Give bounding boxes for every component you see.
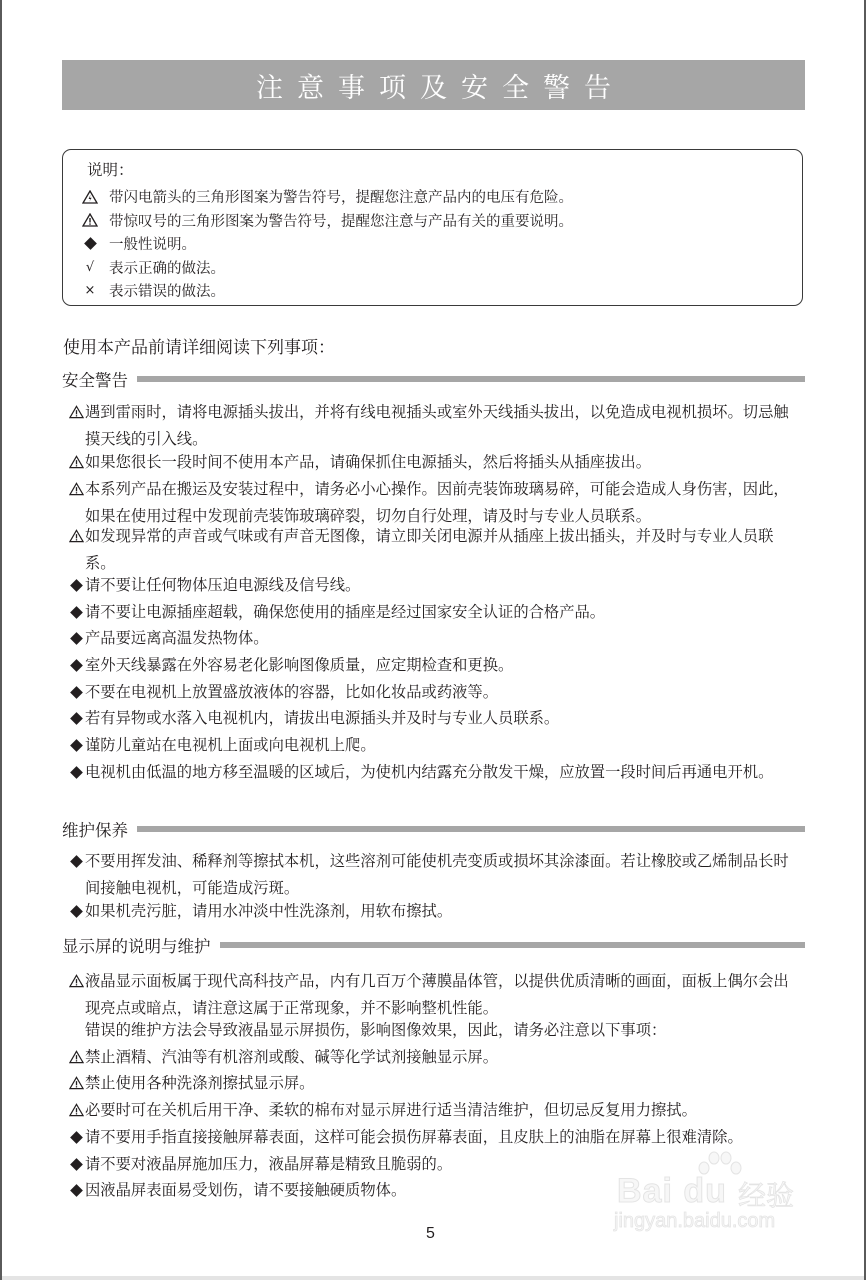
display-item-text: 请不要对液晶屏施加压力，液晶屏幕是精致且脆弱的。 bbox=[85, 1155, 453, 1173]
safety-item bbox=[68, 759, 808, 786]
diamond-icon bbox=[68, 572, 85, 599]
legend-item bbox=[79, 232, 573, 256]
lightning-triangle-icon bbox=[79, 190, 101, 204]
display-item bbox=[68, 968, 808, 1022]
legend-heading: 说明： bbox=[87, 161, 134, 179]
maintenance-item bbox=[68, 848, 808, 902]
warning-triangle-icon bbox=[68, 1044, 85, 1071]
safety-item-text: 如发现异常的声音或气味或有声音无图像，请立即关闭电源并从插座上拔出插头，并及时与专业人员联系。 bbox=[85, 527, 774, 572]
maintenance-item bbox=[68, 898, 808, 925]
display-item-text: 错误的维护方法会导致液晶显示屏损伤，影响图像效果，因此，请务必注意以下事项： bbox=[85, 1021, 667, 1039]
maintenance-item-text: 如果机壳污脏，请用水冲淡中性洗涤剂，用软布擦拭。 bbox=[85, 902, 453, 920]
display-item bbox=[68, 1070, 808, 1097]
diamond-icon bbox=[68, 759, 85, 786]
section-rule bbox=[220, 942, 806, 948]
page-number: 5 bbox=[426, 1225, 435, 1242]
section-title: 安全警告 bbox=[62, 371, 128, 390]
safety-item-text: 遇到雷雨时，请将电源插头拔出，并将有线电视插头或室外天线插头拔出，以免造成电视机损坏。切忌触摸天线的引入线。 bbox=[85, 403, 789, 448]
section-rule bbox=[137, 826, 805, 832]
safety-item bbox=[68, 523, 808, 577]
legend-text: 表示错误的做法。 bbox=[109, 284, 225, 301]
watermark-brand-cn: 经验 bbox=[738, 1179, 795, 1212]
section-header-maintenance bbox=[62, 818, 805, 840]
safety-item bbox=[68, 449, 808, 476]
safety-item-text: 本系列产品在搬运及安装过程中，请务必小心操作。因前壳装饰玻璃易碎，可能会造成人身伤害，因此，如果在使用过程中发现前壳装饰玻璃碎裂，切勿自行处理，请及时与专业人员联系。 bbox=[85, 480, 789, 525]
display-item-text: 因液晶屏表面易受划伤，请不要接触硬质物体。 bbox=[85, 1181, 407, 1199]
safety-item-text: 如果您很长一段时间不使用本产品，请确保抓住电源插头，然后将插头从插座拔出。 bbox=[85, 453, 651, 471]
safety-item bbox=[68, 399, 808, 453]
legend-item bbox=[79, 209, 573, 233]
diamond-icon bbox=[68, 848, 85, 902]
safety-item-text: 不要在电视机上放置盛放液体的容器，比如化妆品或药液等。 bbox=[85, 683, 499, 701]
safety-item bbox=[68, 476, 808, 530]
safety-item bbox=[68, 705, 808, 732]
diamond-icon bbox=[68, 652, 85, 679]
section-rule bbox=[137, 376, 805, 382]
diamond-icon bbox=[68, 1124, 85, 1151]
warning-triangle-icon bbox=[68, 399, 85, 453]
diamond-icon bbox=[68, 705, 85, 732]
legend-box bbox=[62, 149, 803, 306]
section-title: 维护保养 bbox=[62, 821, 128, 840]
safety-item bbox=[68, 599, 808, 626]
safety-item-text: 谨防儿童站在电视机上面或向电视机上爬。 bbox=[85, 736, 376, 754]
safety-item bbox=[68, 625, 808, 652]
display-item bbox=[85, 1017, 825, 1044]
safety-item bbox=[68, 572, 808, 599]
section-title: 显示屏的说明与维护 bbox=[62, 937, 211, 956]
safety-item-text: 请不要让电源插座超载，确保您使用的插座是经过国家安全认证的合格产品。 bbox=[85, 603, 606, 621]
legend-item bbox=[79, 256, 573, 280]
display-item bbox=[68, 1097, 808, 1124]
diamond-icon bbox=[68, 732, 85, 759]
check-icon: √ bbox=[85, 259, 95, 275]
exclamation-triangle-icon bbox=[79, 213, 101, 227]
legend-list bbox=[79, 185, 573, 303]
warning-triangle-icon bbox=[68, 1070, 85, 1097]
diamond-icon bbox=[68, 625, 85, 652]
intro-text: 使用本产品前请详细阅读下列事项： bbox=[63, 338, 335, 358]
page-title: 注意事项及安全警告 bbox=[256, 72, 625, 104]
legend-item bbox=[79, 279, 573, 303]
baidu-jingyan-watermark bbox=[612, 1150, 822, 1230]
safety-item-text: 若有异物或水落入电视机内，请拔出电源插头并及时与专业人员联系。 bbox=[85, 709, 560, 727]
page-bottom-edge bbox=[2, 1276, 864, 1280]
safety-item bbox=[68, 732, 808, 759]
display-item-text: 液晶显示面板属于现代高科技产品，内有几百万个薄膜晶体管，以提供优质清晰的画面，面板上偶尔会出现亮点或暗点，请注意这属于正常现象，并不影响整机性能。 bbox=[85, 972, 789, 1017]
safety-item-text: 电视机由低温的地方移至温暖的区域后，为使机内结露充分散发干燥，应放置一段时间后再通电开机。 bbox=[85, 763, 774, 781]
display-item-text: 禁止酒精、汽油等有机溶剂或酸、碱等化学试剂接触显示屏。 bbox=[85, 1048, 499, 1066]
display-item-text: 禁止使用各种洗涤剂擦拭显示屏。 bbox=[85, 1074, 315, 1092]
legend-text: 表示正确的做法。 bbox=[109, 260, 225, 277]
legend-text: 带闪电箭头的三角形图案为警告符号，提醒您注意产品内的电压有危险。 bbox=[109, 190, 573, 207]
warning-triangle-icon bbox=[68, 449, 85, 476]
safety-item bbox=[68, 679, 808, 706]
legend-text: 一般性说明。 bbox=[109, 237, 196, 254]
diamond-icon bbox=[68, 679, 85, 706]
cross-icon: × bbox=[84, 283, 96, 299]
display-item-text: 请不要用手指直接接触屏幕表面，这样可能会损伤屏幕表面，且皮肤上的油脂在屏幕上很难清除。 bbox=[85, 1128, 743, 1146]
display-item-text: 必要时可在关机后用干净、柔软的棉布对显示屏进行适当清洁维护，但切忌反复用力擦拭。 bbox=[85, 1101, 697, 1119]
diamond-icon bbox=[68, 599, 85, 626]
diamond-icon bbox=[68, 1151, 85, 1178]
section-header-safety bbox=[62, 368, 805, 390]
warning-triangle-icon bbox=[68, 968, 85, 1022]
page-left-edge bbox=[0, 0, 2, 1280]
section-header-display bbox=[62, 934, 805, 956]
diamond-icon bbox=[68, 1177, 85, 1204]
safety-item-text: 请不要让任何物体压迫电源线及信号线。 bbox=[85, 576, 361, 594]
diamond-icon bbox=[79, 239, 101, 248]
page-title-bar bbox=[62, 60, 805, 110]
watermark-brand: Bai du bbox=[617, 1172, 727, 1210]
safety-item-text: 产品要远离高温发热物体。 bbox=[85, 629, 269, 647]
display-item bbox=[68, 1044, 808, 1071]
warning-triangle-icon bbox=[68, 476, 85, 530]
safety-item bbox=[68, 652, 808, 679]
safety-item-text: 室外天线暴露在外容易老化影响图像质量，应定期检查和更换。 bbox=[85, 656, 514, 674]
display-item bbox=[68, 1124, 808, 1151]
legend-text: 带惊叹号的三角形图案为警告符号，提醒您注意与产品有关的重要说明。 bbox=[109, 213, 573, 230]
legend-item bbox=[79, 185, 573, 209]
maintenance-item-text: 不要用挥发油、稀释剂等擦拭本机，这些溶剂可能使机壳变质或损坏其涂漆面。若让橡胶或乙烯制品长时间接触电视机，可能造成污斑。 bbox=[85, 852, 789, 897]
warning-triangle-icon bbox=[68, 1097, 85, 1124]
warning-triangle-icon bbox=[68, 523, 85, 577]
diamond-icon bbox=[68, 898, 85, 925]
watermark-url: jingyan.baidu.com bbox=[614, 1210, 776, 1232]
